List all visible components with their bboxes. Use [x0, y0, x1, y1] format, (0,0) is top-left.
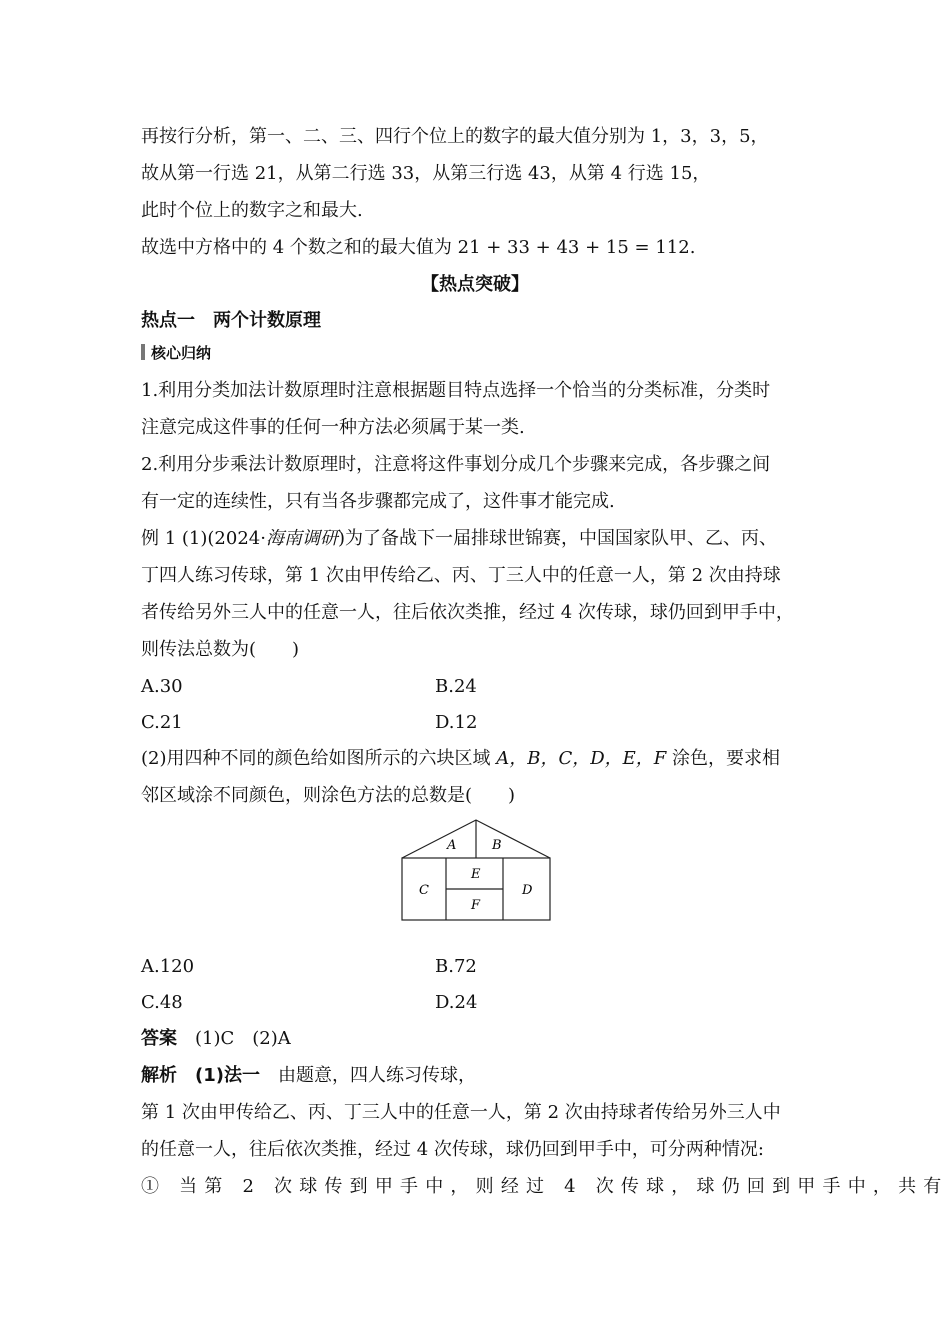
label-e: E: [471, 867, 481, 882]
analysis-line-1: [141, 1063, 476, 1089]
part2-pre: (2)用四种不同的颜色给如图所示的六块区域: [141, 748, 497, 769]
analysis-method: (1)法一: [195, 1065, 260, 1086]
option-2c: C.48: [141, 992, 183, 1013]
section-title: 【热点突破】: [421, 274, 529, 295]
option-1b: B.24: [435, 676, 477, 697]
answer-line: [141, 1026, 291, 1052]
option-2d: D.24: [435, 992, 478, 1013]
label-b: B: [492, 838, 502, 853]
example-line-4: 则传法总数为( ): [141, 639, 300, 660]
label-f: F: [471, 898, 481, 913]
intro-line-2: 故从第一行选 21，从第二行选 33，从第三行选 43，从第 4 行选 15，: [141, 163, 711, 184]
part2-vars: A，B，C，D，E，F: [496, 748, 667, 769]
answer-text: (1)C (2)A: [195, 1028, 291, 1049]
core-line-3: 2.利用分步乘法计数原理时，注意将这件事划分成几个步骤来完成，各步骤之间: [141, 454, 771, 475]
example-first-rest: )为了备战下一届排球世锦赛，中国国家队甲、乙、丙、: [337, 528, 777, 549]
example-prefix: 例 1 (1)(2024·: [141, 528, 266, 549]
option-1c: C.21: [141, 712, 183, 733]
analysis-label: 解析: [141, 1065, 177, 1086]
example-line-3: 者传给另外三人中的任意一人，往后依次类推，经过 4 次传球，球仍回到甲手中，: [141, 602, 794, 623]
intro-line-1: 再按行分析，第一、二、三、四行个位上的数字的最大值分别为 1，3，3，5，: [141, 126, 769, 147]
core-tag-label: 核心归纳: [151, 344, 212, 362]
part2-line-2: 邻区域涂不同颜色，则涂色方法的总数是( ): [141, 785, 516, 806]
example-source: 海南调研: [265, 528, 338, 549]
core-line-2: 注意完成这件事的任何一种方法必须属于某一类.: [141, 417, 525, 438]
option-2b: B.72: [435, 956, 477, 977]
intro-line-3: 此时个位上的数字之和最大.: [141, 200, 363, 221]
label-c: C: [419, 883, 429, 898]
analysis-first-text: 由题意，四人练习传球，: [277, 1065, 476, 1086]
label-a: A: [447, 838, 457, 853]
core-tag: [141, 340, 211, 366]
intro-line-4: 故选中方格中的 4 个数之和的最大值为 21 + 33 + 43 + 15 = 112.: [141, 237, 696, 258]
region-figure: [400, 818, 552, 924]
hotspot-title: 热点一 两个计数原理: [141, 310, 321, 331]
analysis-line-3: 的任意一人，往后依次类推，经过 4 次传球，球仍回到甲手中，可分两种情况:: [141, 1139, 764, 1160]
analysis-line-4: ① 当第 2 次球传到甲手中，则经过 4 次传球，球仍回到甲手中，共有: [141, 1176, 949, 1197]
label-d: D: [522, 883, 533, 898]
tag-bar-icon: [141, 344, 145, 360]
analysis-line-2: 第 1 次由甲传给乙、丙、丁三人中的任意一人，第 2 次由持球者传给另外三人中: [141, 1102, 781, 1123]
core-line-1: 1.利用分类加法计数原理时注意根据题目特点选择一个恰当的分类标准，分类时: [141, 380, 771, 401]
option-1a: A.30: [141, 676, 183, 697]
part2-line-1: [141, 746, 780, 772]
example-line-1: [141, 526, 777, 552]
example-line-2: 丁四人练习传球，第 1 次由甲传给乙、丙、丁三人中的任意一人，第 2 次由持球: [141, 565, 781, 586]
answer-label: 答案: [141, 1028, 177, 1049]
option-1d: D.12: [435, 712, 478, 733]
option-2a: A.120: [141, 956, 195, 977]
part2-post: 涂色，要求相: [666, 748, 781, 769]
core-line-4: 有一定的连续性，只有当各步骤都完成了，这件事才能完成.: [141, 491, 615, 512]
